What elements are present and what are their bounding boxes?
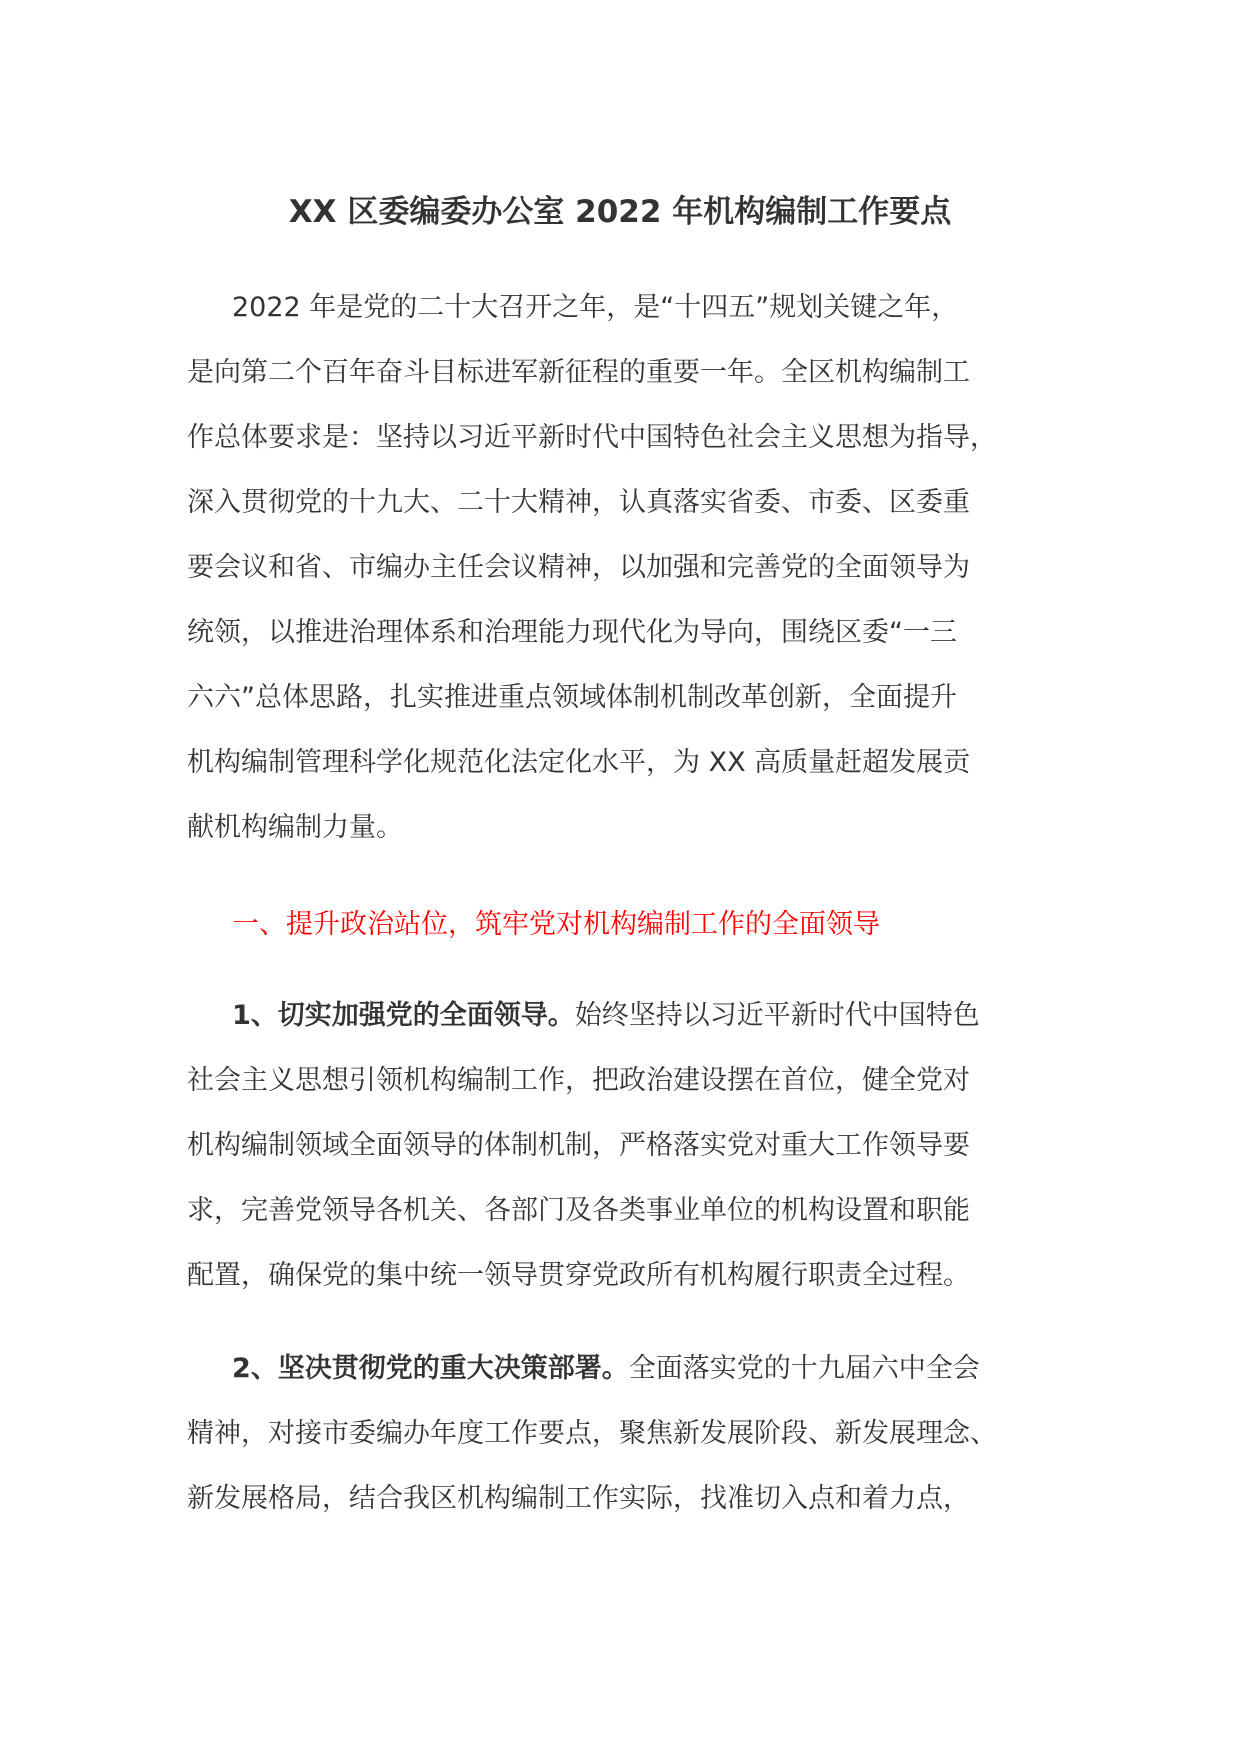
item-first-line	[187, 1336, 1087, 1401]
intro-line: 统领，以推进治理体系和治理能力现代化为导向，围绕区委“一三	[187, 617, 957, 648]
intro-line: 要会议和省、市编办主任会议精神，以加强和完善党的全面领导为	[187, 552, 970, 583]
item-first-line	[187, 983, 1087, 1048]
intro-line: 献机构编制力量。	[187, 812, 403, 843]
intro-line: 2022 年是党的二十大召开之年，是“十四五”规划关键之年，	[232, 292, 959, 323]
item-line: 社会主义思想引领机构编制工作，把政治建设摆在首位，健全党对	[187, 1065, 970, 1096]
intro-line: 作总体要求是：坚持以习近平新时代中国特色社会主义思想为指导，	[187, 422, 997, 453]
section-heading-text: 一、提升政治站位，筑牢党对机构编制工作的全面领导	[232, 909, 880, 940]
section-heading	[187, 892, 1087, 957]
item-line: 精神，对接市委编办年度工作要点，聚焦新发展阶段、新发展理念、	[187, 1418, 997, 1449]
item-lead-bold: 1、切实加强党的全面领导。	[232, 1000, 575, 1031]
intro-line: 机构编制管理科学化规范化法定化水平，为 XX 高质量赶超发展贡	[187, 747, 971, 778]
item-lead-bold: 2、坚决贯彻党的重大决策部署。	[232, 1353, 629, 1384]
intro-line: 是向第二个百年奋斗目标进军新征程的重要一年。全区机构编制工	[187, 357, 970, 388]
item-first-line-text: 全面落实党的十九届六中全会	[628, 1353, 980, 1384]
item-line: 新发展格局，结合我区机构编制工作实际，找准切入点和着力点，	[187, 1483, 970, 1514]
document-title: XX 区委编委办公室 2022 年机构编制工作要点	[288, 194, 952, 230]
item-paragraph-2	[187, 1336, 1087, 1531]
item-line: 配置，确保党的集中统一领导贯穿党政所有机构履行职责全过程。	[187, 1260, 970, 1291]
item-paragraph-1	[187, 983, 1087, 1308]
intro-line: 深入贯彻党的十九大、二十大精神，认真落实省委、市委、区委重	[187, 487, 970, 518]
item-line: 机构编制领域全面领导的体制机制，严格落实党对重大工作领导要	[187, 1130, 970, 1161]
item-line: 求，完善党领导各机关、各部门及各类事业单位的机构设置和职能	[187, 1195, 970, 1226]
item-first-line-text: 始终坚持以习近平新时代中国特色	[574, 1000, 980, 1031]
intro-line: 六六”总体思路，扎实推进重点领域体制机制改革创新，全面提升	[187, 682, 957, 713]
intro-paragraph	[187, 275, 1087, 860]
